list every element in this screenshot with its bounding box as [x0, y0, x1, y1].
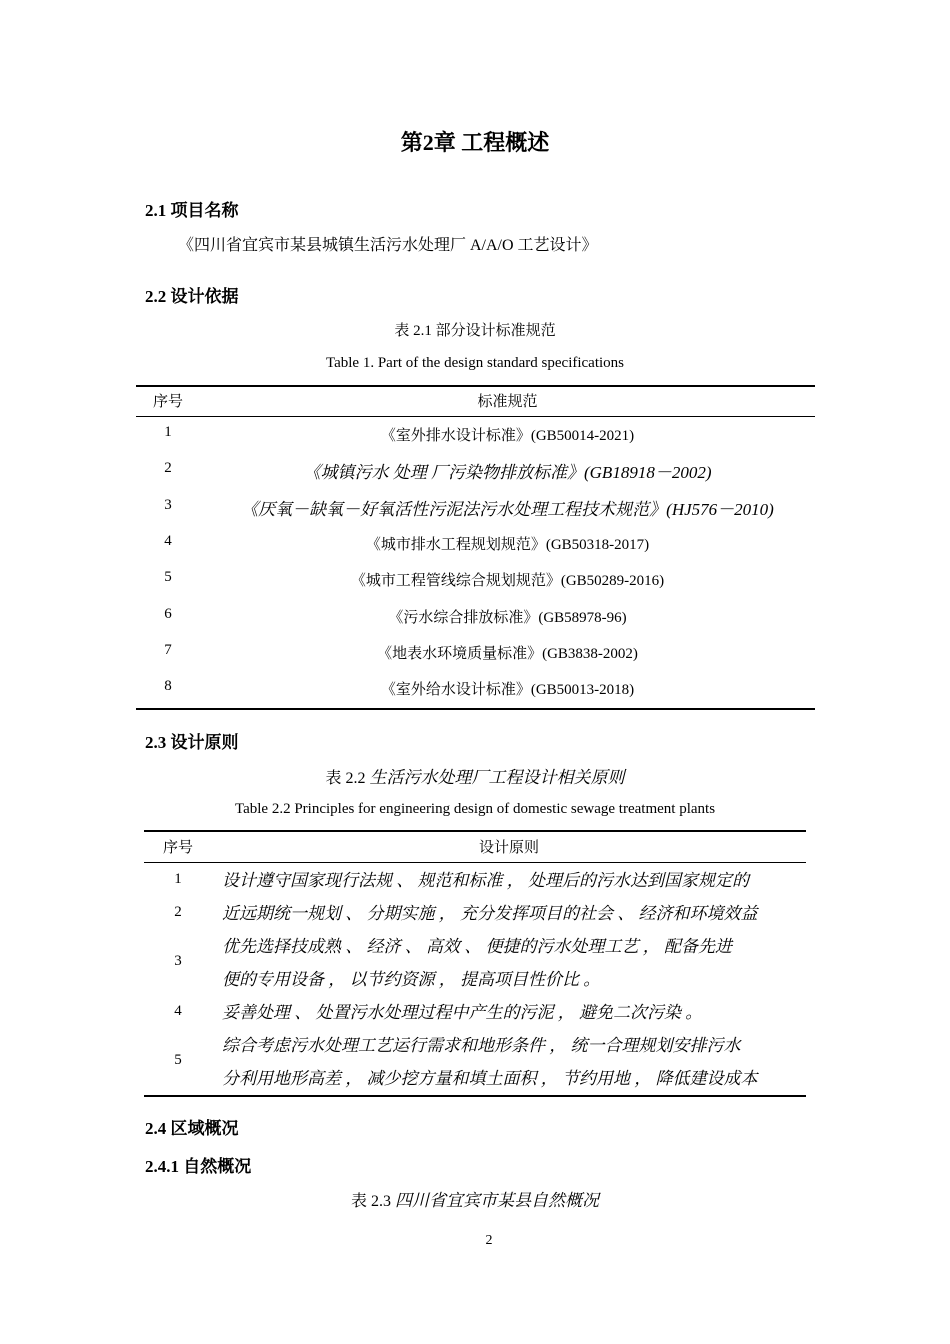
- section-heading-2-3: 2.3 设计原则: [145, 733, 239, 752]
- table-row: [136, 525, 815, 561]
- row-no: 4: [174, 1002, 182, 1019]
- table2-caption-cn: [0, 763, 950, 788]
- page-number: 2: [485, 1233, 493, 1248]
- table-row: [136, 561, 815, 597]
- table-row: [144, 1028, 806, 1094]
- row-standard: 《厌氧－缺氧－好氧活性污泥法污水处理工程技术规范》(HJ576－2010): [241, 499, 774, 519]
- caption-prefix: 表 2.3: [350, 1193, 395, 1210]
- header-standard: 标准规范: [477, 394, 538, 410]
- row-no: 8: [164, 678, 172, 695]
- row-no: 2: [164, 460, 172, 477]
- table-row: [136, 598, 815, 634]
- header-no: 序号: [162, 840, 193, 856]
- row-no: 3: [174, 953, 182, 969]
- header-no: 序号: [152, 394, 183, 410]
- table-bottom-rule: [144, 1095, 806, 1097]
- row-no: 6: [164, 605, 172, 622]
- row-principle-line: 设计遵守国家现行法规 、 规范和标准 ， 处理后的污水达到国家规定的: [222, 871, 749, 890]
- chapter-title: 第2章 工程概述: [400, 130, 550, 155]
- caption-prefix: 表 2.2: [325, 770, 370, 787]
- row-standard: 《室外给水设计标准》(GB50013-2018): [380, 682, 635, 699]
- row-standard: 《城市排水工程规划规范》(GB50318-2017): [365, 536, 650, 553]
- table-row: [144, 896, 806, 929]
- row-principle-line: 优先选择技成熟 、 经济 、 高效 、 便捷的污水处理工艺 ， 配备先进: [222, 937, 732, 956]
- row-standard: 《城市工程管线综合规划规范》(GB50289-2016): [350, 573, 665, 590]
- header-principle: 设计原则: [478, 840, 539, 856]
- table-header-row: [136, 382, 815, 418]
- table-row: [136, 489, 815, 525]
- row-principle-line: 妥善处理 、 处置污水处理过程中产生的污泥 ， 避免二次污染 。: [222, 1003, 703, 1022]
- caption-title: 四川省宜宾市某县自然概况: [395, 1191, 599, 1210]
- section-heading-2-4-1: 2.4.1 自然概况: [145, 1157, 252, 1176]
- table-row: [144, 863, 806, 896]
- section-heading-2-1: 2.1 项目名称: [145, 201, 239, 220]
- row-no: 7: [164, 641, 172, 658]
- table-row: [136, 670, 815, 706]
- section-heading-2-2: 2.2 设计依据: [145, 287, 239, 306]
- row-standard: 《城镇污水 处理 厂污染物排放标准》(GB18918－2002): [303, 463, 712, 483]
- project-name: 《四川省宜宾市某县城镇生活污水处理厂 A/A/O 工艺设计》: [178, 237, 598, 254]
- table-row: [136, 452, 815, 488]
- row-principle-line: 近远期统一规划 、 分期实施 ， 充分发挥项目的社会 、 经济和环境效益: [222, 904, 758, 923]
- table2-caption-en: Table 2.2 Principles for engineering design of domestic sewage treatment plants: [234, 801, 716, 817]
- table-row: [136, 634, 815, 670]
- row-no: 1: [164, 424, 172, 440]
- row-no: 1: [174, 870, 182, 887]
- row-no: 2: [174, 903, 182, 920]
- row-no: 5: [174, 1052, 182, 1068]
- section-heading-2-4: 2.4 区域概况: [145, 1119, 239, 1138]
- table1-caption-en: Table 1. Part of the design standard specifications: [325, 355, 625, 371]
- row-no: 5: [164, 569, 172, 586]
- table-row: [144, 929, 806, 995]
- row-standard: 《地表水环境质量标准》(GB3838-2002): [377, 645, 638, 662]
- row-principle-line: 分利用地形高差 ， 减少挖方量和填土面积 ， 节约用地 ， 降低建设成本: [222, 1069, 758, 1088]
- row-no: 4: [164, 532, 172, 549]
- row-principle-line: 综合考虑污水处理工艺运行需求和地形条件 ， 统一合理规划安排污水: [222, 1036, 741, 1055]
- table3-caption: [0, 1186, 950, 1211]
- table1-caption-cn: 表 2.1 部分设计标准规范: [394, 323, 556, 339]
- table-top-rule: [144, 830, 806, 832]
- table-row: [144, 995, 806, 1028]
- row-principle-line: 便的专用设备 ， 以节约资源 ， 提高项目性价比 。: [222, 970, 601, 989]
- table-bottom-rule: [136, 708, 815, 710]
- row-standard: 《室外排水设计标准》(GB50014-2021): [380, 428, 635, 444]
- table-row: [136, 416, 815, 452]
- row-no: 3: [164, 496, 172, 513]
- row-standard: 《污水综合排放标准》(GB58978-96): [388, 609, 627, 626]
- caption-title: 生活污水处理厂工程设计相关原则: [369, 768, 625, 787]
